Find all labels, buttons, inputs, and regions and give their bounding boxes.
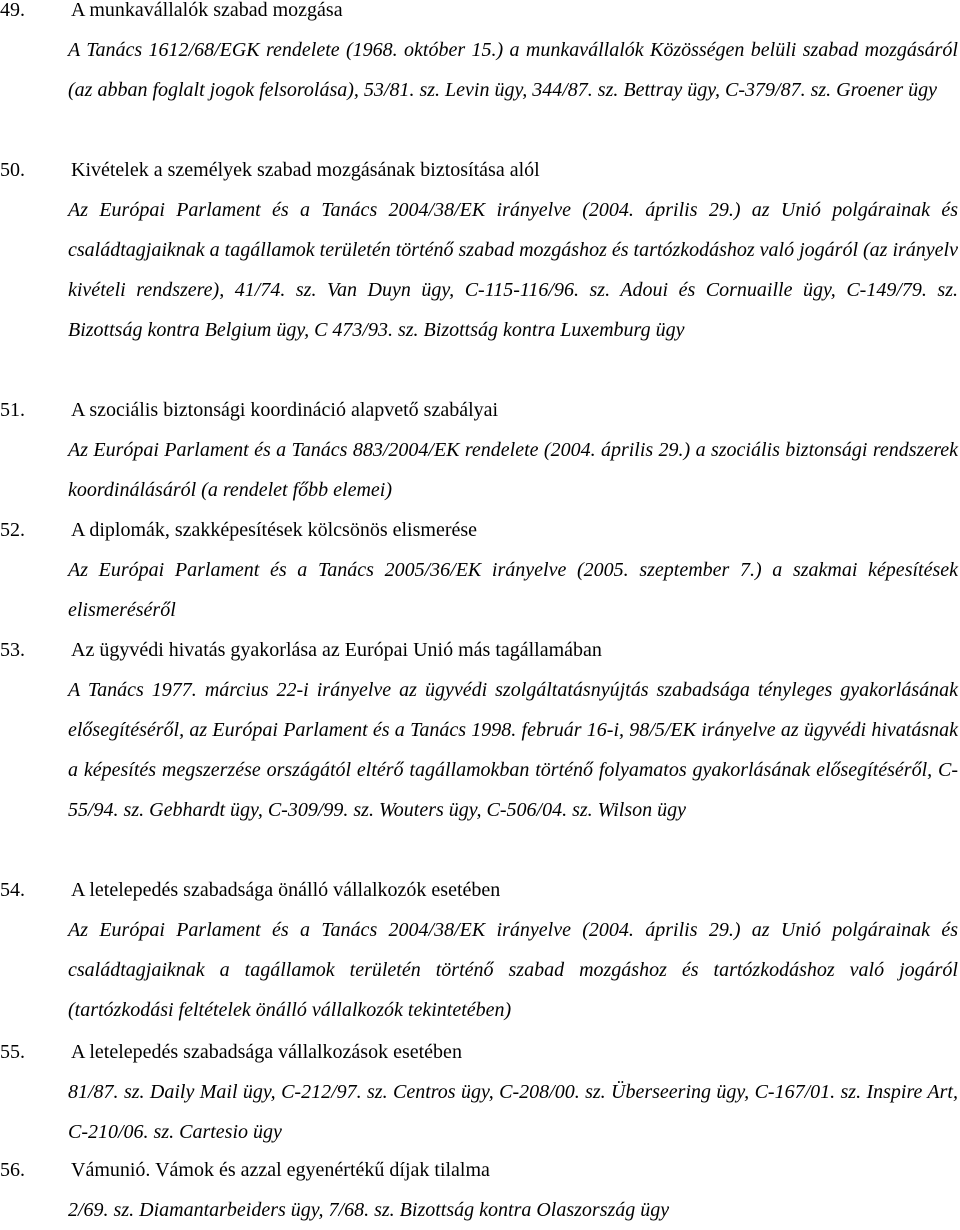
entry-number: 51. xyxy=(0,399,25,421)
entry-body xyxy=(68,670,958,830)
entry-title: A szociális biztonsági koordináció alapvető szabályai xyxy=(71,399,499,421)
entry-53 xyxy=(0,630,958,830)
entry-number: 54. xyxy=(0,879,25,901)
entry-body-text: A Tanács 1977. március 22-i irányelve az ügyvédi szolgáltatásnyújtás szabadsága tényleges gyakorlásának elősegítéséről, az Európai Parlament és a Tanács 1998. február 16-i, 98/5/EK irányelve az ügyvédi hivatásnak a képesítés megszerzése országától eltérő tagállamokban történő folyamatos gyakorlásának elősegítéséről, C-55/94. sz. Gebhardt ügy, C-309/99. sz. Wouters ügy, C-506/04. sz. Wilson ügy xyxy=(68,679,958,821)
entry-body-text: 81/87. sz. Daily Mail ügy, C-212/97. sz. Centros ügy, C-208/00. sz. Überseering ügy, C-167/01. sz. Inspire Art, C-210/06. sz. Cartesio ügy xyxy=(68,1081,958,1143)
entry-body xyxy=(68,1072,958,1152)
entry-title: Kivételek a személyek szabad mozgásának biztosítása alól xyxy=(71,159,540,181)
entry-body-text: Az Európai Parlament és a Tanács 2005/36/EK irányelve (2005. szeptember 7.) a szakmai képesítések elismeréséről xyxy=(68,559,958,621)
entry-title: A munkavállalók szabad mozgása xyxy=(71,0,343,21)
entry-number: 55. xyxy=(0,1041,25,1063)
entry-heading xyxy=(0,870,958,910)
entry-49 xyxy=(0,0,958,110)
entry-number: 50. xyxy=(0,159,25,181)
entry-body-text: 2/69. sz. Diamantarbeiders ügy, 7/68. sz. Bizottság kontra Olaszország ügy xyxy=(68,1199,670,1221)
entry-body-text: Az Európai Parlament és a Tanács 2004/38/EK irányelve (2004. április 29.) az Unió polgárainak és családtagjaiknak a tagállamok területén történő szabad mozgáshoz és tartózkodáshoz való jogáról (az irányelv kivételi rendszere), 41/74. sz. Van Duyn ügy, C-115-116/96. sz. Adoui és Cornuaille ügy, C-149/79. sz. Bizottság kontra Belgium ügy, C 473/93. sz. Bizottság kontra Luxemburg ügy xyxy=(68,199,958,341)
entry-54 xyxy=(0,870,958,1030)
entry-body xyxy=(68,550,958,630)
entry-heading xyxy=(0,390,958,430)
entry-50 xyxy=(0,150,958,350)
entry-number: 53. xyxy=(0,639,25,661)
entry-body xyxy=(68,30,958,110)
entry-body xyxy=(68,910,958,1030)
entry-body xyxy=(68,1190,958,1230)
entry-body-text: A Tanács 1612/68/EGK rendelete (1968. október 15.) a munkavállalók Közösségen belüli szabad mozgásáról (az abban foglalt jogok felsorolása), 53/81. sz. Levin ügy, 344/87. sz. Bettray ügy, C-379/87. sz. Groener ügy xyxy=(68,39,958,101)
entry-heading xyxy=(0,1150,958,1190)
entry-heading xyxy=(0,1032,958,1072)
entry-body-text: Az Európai Parlament és a Tanács 2004/38/EK irányelve (2004. április 29.) az Unió polgárainak és családtagjaiknak a tagállamok területén történő szabad mozgáshoz és tartózkodáshoz való jogáról (tartózkodási feltételek önálló vállalkozók tekintetében) xyxy=(68,919,958,1021)
entry-number: 49. xyxy=(0,0,25,21)
entry-body xyxy=(68,430,958,510)
entry-title: A diplomák, szakképesítések kölcsönös elismerése xyxy=(71,519,478,541)
entry-body-text: Az Európai Parlament és a Tanács 883/2004/EK rendelete (2004. április 29.) a szociális biztonsági rendszerek koordinálásáról (a rendelet főbb elemei) xyxy=(68,439,958,501)
entry-52 xyxy=(0,510,958,630)
entry-heading xyxy=(0,630,958,670)
entry-title: Az ügyvédi hivatás gyakorlása az Európai Unió más tagállamában xyxy=(71,639,602,661)
entry-56 xyxy=(0,1150,958,1230)
entry-body xyxy=(68,190,958,350)
entry-title: A letelepedés szabadsága vállalkozások esetében xyxy=(71,1041,462,1063)
entry-title: A letelepedés szabadsága önálló vállalkozók esetében xyxy=(71,879,501,901)
entry-heading xyxy=(0,150,958,190)
entry-title: Vámunió. Vámok és azzal egyenértékű díjak tilalma xyxy=(71,1159,490,1181)
entry-number: 56. xyxy=(0,1159,25,1181)
entry-number: 52. xyxy=(0,519,25,541)
entry-55 xyxy=(0,1032,958,1152)
entry-heading xyxy=(0,0,958,30)
entry-heading xyxy=(0,510,958,550)
entry-51 xyxy=(0,390,958,510)
